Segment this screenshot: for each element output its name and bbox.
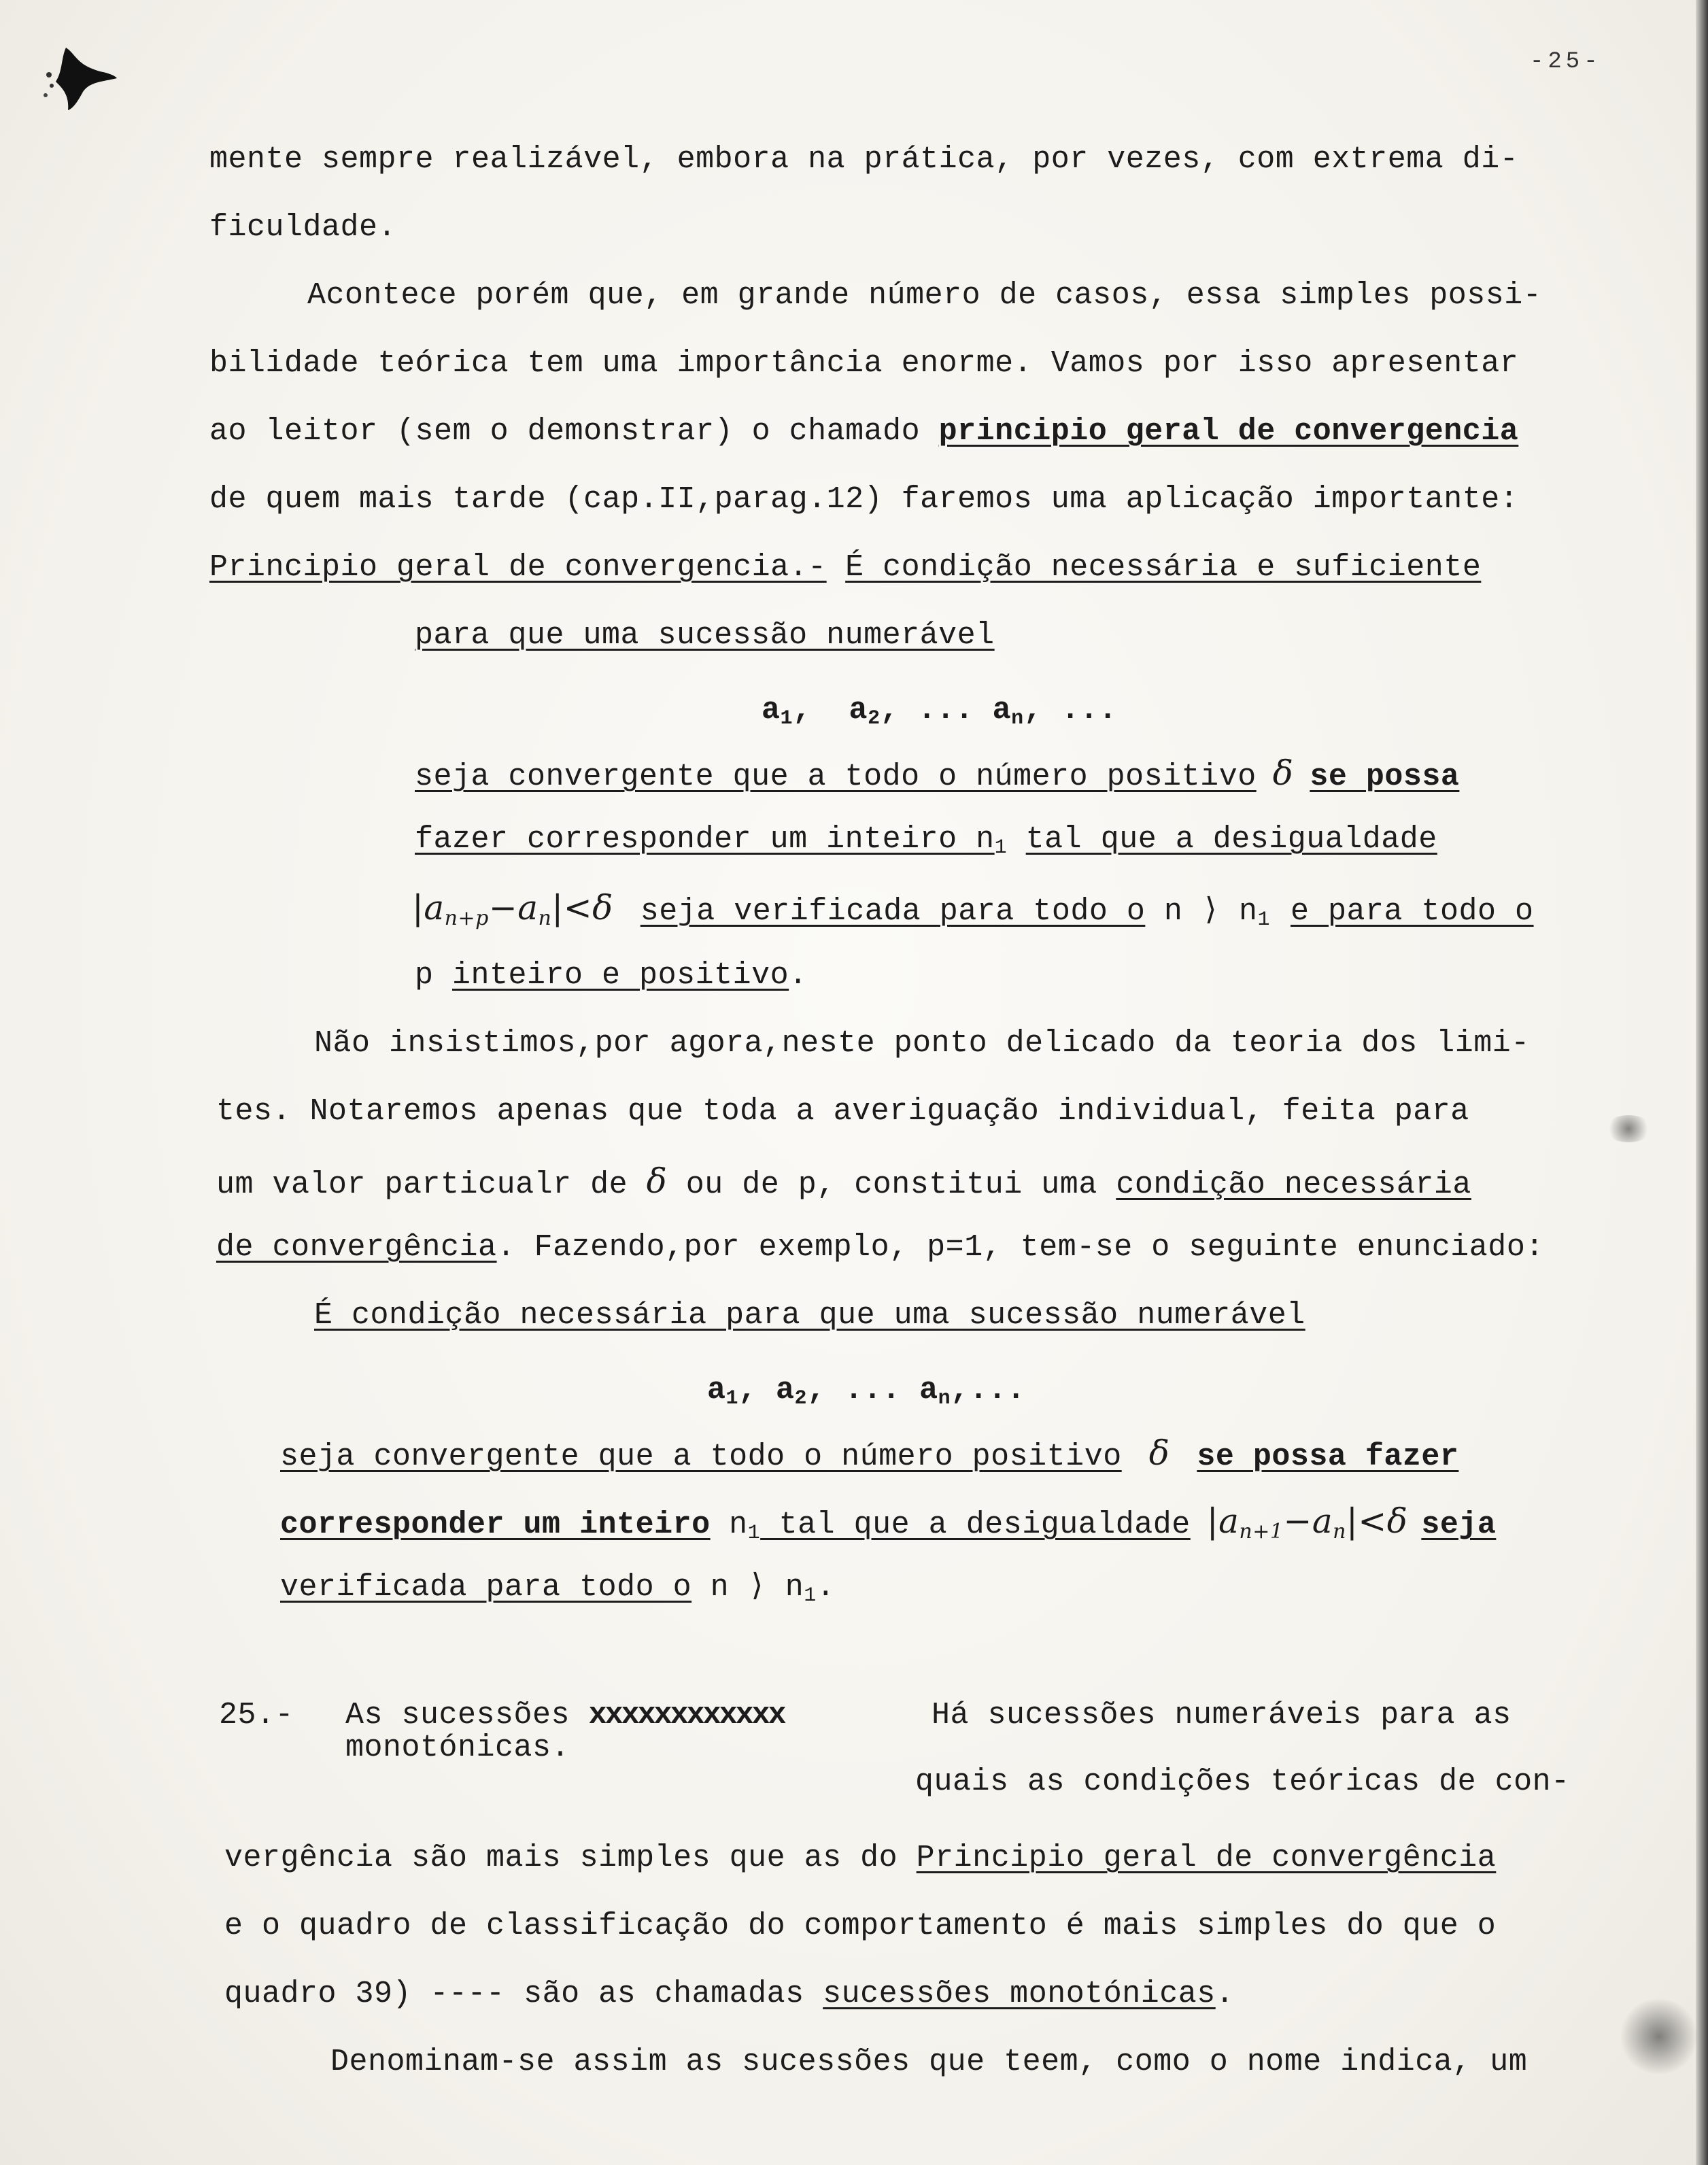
text-line: [216, 1232, 1544, 1263]
underlined-text: para que uma sucessão numerável: [415, 618, 995, 653]
text-line: [932, 1700, 1511, 1731]
spacer: [1007, 822, 1026, 857]
delta-symbol: δ: [646, 1161, 668, 1201]
formula-part: , ...: [1023, 693, 1118, 728]
text-line: [330, 2047, 1527, 2077]
sequence-formula: [707, 1375, 1025, 1409]
line-text: Denominam-se assim as sucessões que teem, como o nome indica, um: [330, 2045, 1528, 2079]
expr-sub: n: [538, 906, 552, 930]
text-line: [307, 280, 1541, 311]
subscript: 1: [994, 836, 1008, 859]
underlined-text: fazer corresponder um inteiro n: [415, 822, 995, 857]
line-text: mente sempre realizável, embora na prática, por vezes, com extrema di-: [209, 142, 1519, 177]
page-number: -25-: [1530, 49, 1602, 75]
text-line: [280, 1572, 835, 1606]
line-text: ficuldade.: [209, 210, 397, 245]
underlined-text: inteiro e positivo: [452, 958, 789, 993]
line-text: Acontece porém que, em grande número de casos, essa simples possi-: [307, 278, 1542, 313]
line-text: . Fazendo,por exemplo, p=1, tem-se o seguinte enunciado:: [496, 1230, 1544, 1265]
section-title: [345, 1700, 785, 1731]
formula-sub: 2: [794, 1387, 808, 1410]
text-line: [415, 620, 995, 651]
expr-sub: n+1: [1239, 1520, 1284, 1544]
text-line: [224, 1911, 1496, 1941]
line-text: bilidade teórica tem uma importância enorme. Vamos por isso apresentar: [209, 346, 1519, 381]
section-title: [345, 1733, 570, 1763]
subscript: 1: [804, 1584, 817, 1607]
underlined-text: corresponder um inteiro: [280, 1507, 711, 1542]
formula-sub: 1: [725, 1387, 739, 1410]
underlined-term: Principio geral de convergência: [916, 1841, 1497, 1875]
underlined-term: principio geral de convergencia: [938, 414, 1519, 449]
underlined-text: verificada para todo o: [280, 1570, 692, 1605]
text-line: [209, 484, 1518, 515]
underlined-text: seja convergente que a todo o número positivo: [280, 1439, 1122, 1474]
text-line: [224, 1843, 1496, 1873]
line-text: n: [710, 1507, 748, 1542]
line-text: n ⟩ n: [691, 1570, 804, 1605]
formula-part: , ... a: [880, 693, 1012, 728]
sequence-formula: [762, 695, 1117, 729]
formula-sub: 1: [780, 707, 793, 730]
section-number: [219, 1700, 294, 1731]
line-text: p: [415, 958, 453, 993]
underlined-text: se possa: [1310, 760, 1460, 794]
line-text: de quem mais tarde (cap.II,parag.12) faremos uma aplicação importante:: [209, 482, 1519, 517]
line-text: .: [789, 958, 808, 993]
subscript: 1: [1257, 908, 1270, 932]
formula-sub: n: [938, 1387, 951, 1410]
underlined-text: seja convergente que a todo o número positivo: [415, 760, 1257, 794]
underlined-text: condição necessária: [1116, 1167, 1471, 1202]
line-text: Não insistimos,por agora,neste ponto delicado da teoria dos limi-: [314, 1026, 1530, 1061]
scan-smudge: [1605, 1115, 1652, 1142]
formula-sub: n: [1011, 707, 1024, 730]
underlined-text: tal que a desigualdade: [760, 1507, 1191, 1542]
expr-part: −a: [488, 888, 539, 927]
underlined-text: e para todo o: [1290, 894, 1534, 929]
subscript: 1: [747, 1522, 761, 1545]
line-text: .: [816, 1570, 836, 1605]
underlined-text: se possa fazer: [1197, 1439, 1459, 1474]
text-line: [415, 753, 1460, 794]
text-line: [216, 1096, 1469, 1127]
formula-part: , a: [738, 1373, 795, 1408]
scan-smudge: [1618, 1999, 1700, 2074]
line-text: tes. Notaremos apenas que toda a averiguação individual, feita para: [216, 1094, 1469, 1129]
formula-part: , ... a: [807, 1373, 938, 1408]
expr-part: −a: [1283, 1501, 1333, 1541]
formula-part: ,...: [951, 1373, 1026, 1408]
line-text: ou de p, constitui uma: [667, 1167, 1116, 1202]
expr-sub: n: [1333, 1520, 1346, 1544]
expr-part: |a: [412, 888, 445, 927]
text-line: [209, 212, 396, 243]
inequality-expression: [1206, 1501, 1408, 1544]
text-line: [209, 552, 1481, 583]
scan-edge-shadow: [1696, 0, 1708, 2165]
delta-symbol: δ: [1148, 1433, 1170, 1473]
line-text: n ⟩ n: [1145, 894, 1258, 929]
text-line: [415, 960, 808, 991]
text-line: [209, 144, 1518, 175]
text-line: [216, 1161, 1471, 1202]
text-line: [209, 416, 1518, 447]
text-line: [412, 888, 1534, 932]
line-text: e o quadro de classificação do comportamento é mais simples do que o: [224, 1909, 1497, 1943]
line-text: Há sucessões numeráveis para as: [932, 1698, 1511, 1733]
principle-title: Principio geral de convergencia.-: [209, 550, 827, 585]
line-text: um valor particualr de: [216, 1167, 647, 1202]
line-text: quais as condições teóricas de con-: [915, 1765, 1570, 1799]
underlined-text: seja verificada para todo o: [640, 894, 1146, 929]
line-text: .: [1215, 1977, 1235, 2011]
underlined-text: É condição necessária para que uma sucessão numerável: [314, 1298, 1305, 1333]
underlined-text: tal que a desigualdade: [1025, 822, 1437, 857]
section-title-text: monotónicas.: [345, 1731, 570, 1765]
section-number-text: 25.-: [219, 1698, 294, 1733]
expr-part: |<δ: [551, 888, 613, 927]
text-line: [915, 1767, 1570, 1797]
underlined-text: seja: [1421, 1507, 1497, 1542]
text-line: [314, 1028, 1530, 1059]
line-text: ao leitor (sem o demonstrar) o chamado: [209, 414, 939, 449]
line-text: vergência são mais simples que as do: [224, 1841, 917, 1875]
underlined-text: É condição necessária e suficiente: [845, 550, 1482, 585]
section-title-text: As sucessões: [345, 1698, 570, 1733]
formula-part: a: [762, 693, 781, 728]
text-line: [224, 1979, 1234, 2009]
line-text: quadro 39) ---- são as chamadas: [224, 1977, 823, 2011]
underlined-term: sucessões monotónicas: [823, 1977, 1216, 2011]
formula-sub: 2: [868, 707, 881, 730]
expr-part: |a: [1206, 1501, 1240, 1541]
underlined-text: de convergência: [216, 1230, 497, 1265]
ink-blot-mark: [35, 41, 124, 116]
text-line: [209, 348, 1518, 379]
line-text: [827, 550, 846, 585]
text-line: [280, 1433, 1459, 1474]
struck-out-text: xxxxxxxxxxxx: [588, 1698, 785, 1733]
formula-part: , a: [793, 693, 868, 728]
expr-part: |<δ: [1346, 1501, 1408, 1541]
formula-part: a: [707, 1373, 726, 1408]
text-line: [415, 824, 1437, 858]
delta-symbol: δ: [1272, 753, 1294, 793]
text-line: [280, 1501, 1497, 1545]
expr-sub: n+p: [444, 906, 489, 930]
text-line: [314, 1300, 1305, 1331]
inequality-expression: [412, 888, 613, 930]
